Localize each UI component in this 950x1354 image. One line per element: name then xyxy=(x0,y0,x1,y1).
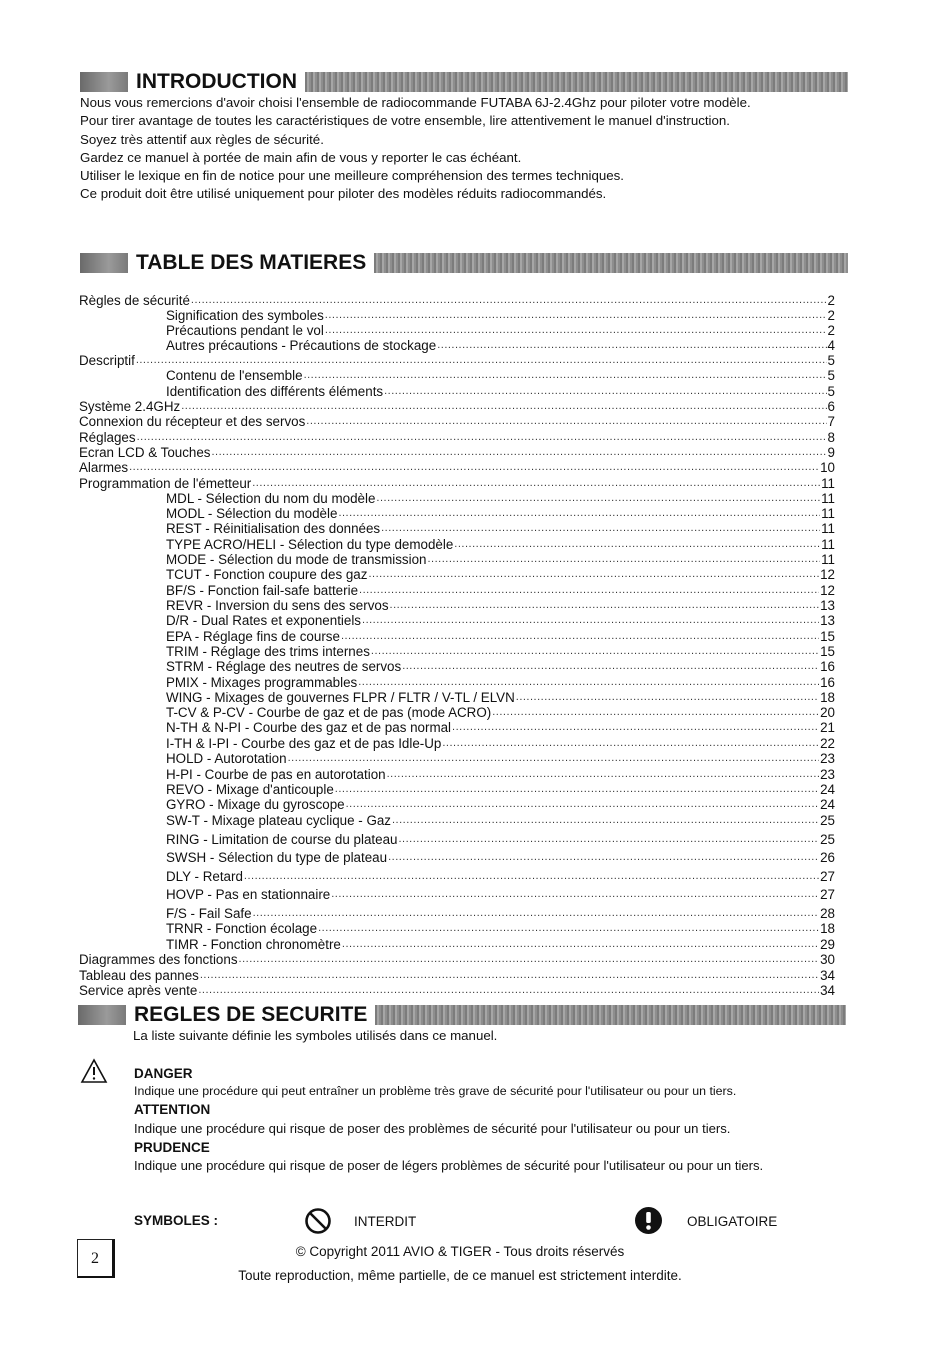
toc-leader-dots xyxy=(212,445,827,460)
intro-paragraph: Utiliser le lexique en fin de notice pour une meilleure compréhension des termes techniques. xyxy=(80,168,624,184)
toc-entry xyxy=(79,782,835,797)
toc-entry-page: 11 xyxy=(821,537,835,552)
danger-text: Indique une procédure qui peut entraîner un problème très grave de sécurité pour l'utilisateur ou pour un tiers. xyxy=(134,1084,737,1098)
toc-entry-page: 24 xyxy=(820,797,835,812)
header-left-bar xyxy=(80,72,128,92)
toc-entry-label: TRNR - Fonction écolage xyxy=(166,921,318,936)
toc-leader-dots xyxy=(392,813,819,828)
toc-entry xyxy=(79,850,835,865)
toc-entry xyxy=(79,644,835,659)
toc-entry-label: RING - Limitation de course du plateau xyxy=(166,832,398,847)
attention-text: Indique une procédure qui risque de poser des problèmes de sécurité pour l'utilisateur ou pour un tiers. xyxy=(134,1121,731,1136)
toc-leader-dots xyxy=(331,887,819,902)
toc-entry xyxy=(79,430,835,445)
toc-leader-dots xyxy=(341,629,819,644)
toc-entry-label: MDL - Sélection du nom du modèle xyxy=(166,491,376,506)
toc-leader-dots xyxy=(359,583,819,598)
toc-entry-page: 23 xyxy=(820,767,835,782)
toc-entry-page: 25 xyxy=(820,813,835,828)
introduction-title: INTRODUCTION xyxy=(136,70,297,93)
toc-entry-label: Système 2.4GHz xyxy=(79,399,181,414)
introduction-text xyxy=(80,94,850,204)
toc-entry-page: 18 xyxy=(820,690,835,705)
toc-entry-page: 26 xyxy=(820,850,835,865)
toc-entry xyxy=(79,887,835,902)
toc-leader-dots xyxy=(338,506,820,521)
attention-title: ATTENTION xyxy=(134,1102,211,1117)
toc-leader-dots xyxy=(402,659,819,674)
prohibited-icon xyxy=(304,1207,332,1235)
toc-entry-label: SWSH - Sélection du type de plateau xyxy=(166,850,388,865)
toc-entry-label: EPA - Réglage fins de course xyxy=(166,629,340,644)
toc-entry-label: H-PI - Courbe de pas en autorotation xyxy=(166,767,386,782)
toc-entry-page: 34 xyxy=(820,968,835,983)
toc-leader-dots xyxy=(362,613,819,628)
toc-entry xyxy=(79,414,835,429)
toc-entry-page: 16 xyxy=(820,675,835,690)
toc-entry-label: HOVP - Pas en stationnaire xyxy=(166,887,331,902)
toc-entry-label: Autres précautions - Précautions de stockage xyxy=(166,338,437,353)
introduction-header xyxy=(80,72,848,92)
intro-paragraph: Pour tirer avantage de toutes les caractéristiques de votre ensemble, lire attentivement le manuel d'instruction. xyxy=(80,113,730,129)
intro-paragraph: Gardez ce manuel à portée de main afin de vous y reporter le cas échéant. xyxy=(80,149,522,165)
toc-entry-label: TRIM - Réglage des trims internes xyxy=(166,644,370,659)
toc-leader-dots xyxy=(516,690,819,705)
toc-entry xyxy=(79,751,835,766)
toc-entry-label: TIMR - Fonction chronomètre xyxy=(166,937,341,952)
toc-leader-dots xyxy=(244,869,819,884)
toc-entry-page: 29 xyxy=(820,937,835,952)
toc-leader-dots xyxy=(239,952,820,967)
toc-leader-dots xyxy=(442,736,819,751)
toc-title: TABLE DES MATIERES xyxy=(136,251,367,274)
toc-entry-label: Règles de sécurité xyxy=(79,293,190,308)
toc-entry-page: 4 xyxy=(827,338,835,353)
toc-entry-page: 6 xyxy=(827,399,835,414)
toc-entry xyxy=(79,552,835,567)
toc-entry-label: I-TH & I-PI - Courbe des gaz et de pas Idle-Up xyxy=(166,736,442,751)
toc-entry-page: 27 xyxy=(820,869,835,884)
toc-entry xyxy=(79,968,835,983)
toc-entry xyxy=(79,293,835,308)
toc-entry-label: PMIX - Mixages programmables xyxy=(166,675,358,690)
toc-leader-dots xyxy=(358,675,819,690)
toc-entry-label: GYRO - Mixage du gyroscope xyxy=(166,797,345,812)
toc-entry xyxy=(79,598,835,613)
toc-entry-page: 11 xyxy=(821,476,835,491)
toc-entry-page: 5 xyxy=(827,384,835,399)
toc-entry xyxy=(79,506,835,521)
forbidden-label: INTERDIT xyxy=(354,1214,417,1229)
toc-entry xyxy=(79,353,835,368)
toc-entry-page: 22 xyxy=(820,736,835,751)
toc-entry-label: T-CV & P-CV - Courbe de gaz et de pas (mode ACRO) xyxy=(166,705,492,720)
intro-paragraph: Nous vous remercions d'avoir choisi l'ensemble de radiocommande FUTABA 6J-2.4Ghz pour piloter votre modèle. xyxy=(80,95,751,110)
toc-entry xyxy=(79,813,835,828)
toc-leader-dots xyxy=(191,293,827,308)
toc-entry-page: 16 xyxy=(820,659,835,674)
toc-leader-dots xyxy=(346,797,819,812)
toc-entry xyxy=(79,521,835,536)
toc-leader-dots xyxy=(304,368,827,383)
toc-entry xyxy=(79,384,835,399)
toc-leader-dots xyxy=(198,983,819,998)
toc-entry-label: Réglages xyxy=(79,430,136,445)
toc-entry-label: Programmation de l'émetteur xyxy=(79,476,252,491)
toc-entry xyxy=(79,323,835,338)
toc-entry-page: 12 xyxy=(820,583,835,598)
toc-entry-label: Diagrammes des fonctions xyxy=(79,952,238,967)
toc-entry-label: Contenu de l'ensemble xyxy=(166,368,303,383)
toc-leader-dots xyxy=(129,460,819,475)
toc-leader-dots xyxy=(387,767,820,782)
toc-entry-label: N-TH & N-PI - Courbe des gaz et de pas normal xyxy=(166,720,452,735)
toc-entry-page: 13 xyxy=(820,613,835,628)
toc-entry-label: HOLD - Autorotation xyxy=(166,751,287,766)
toc-entry-page: 2 xyxy=(827,323,835,338)
toc-entry xyxy=(79,567,835,582)
toc-entry xyxy=(79,460,835,475)
toc-entry-page: 28 xyxy=(820,906,835,921)
toc-entry xyxy=(79,308,835,323)
safety-intro: La liste suivante définie les symboles utilisés dans ce manuel. xyxy=(133,1028,498,1043)
toc-entry xyxy=(79,797,835,812)
toc-entry-label: Descriptif xyxy=(79,353,135,368)
toc-entry-label: TYPE ACRO/HELI - Sélection du type demodèle xyxy=(166,537,454,552)
toc-entry xyxy=(79,659,835,674)
toc-entry-label: SW-T - Mixage plateau cyclique - Gaz xyxy=(166,813,391,828)
toc-entry-page: 21 xyxy=(820,720,835,735)
toc-entry xyxy=(79,491,835,506)
toc-leader-dots xyxy=(368,567,819,582)
header-right-bar xyxy=(374,253,848,273)
toc-leader-dots xyxy=(288,751,820,766)
toc-header xyxy=(80,253,848,273)
toc-entry-label: Tableau des pannes xyxy=(79,968,199,983)
toc-leader-dots xyxy=(492,705,819,720)
toc-entry-page: 11 xyxy=(821,506,835,521)
toc-leader-dots xyxy=(181,399,826,414)
toc-entry xyxy=(79,583,835,598)
toc-leader-dots xyxy=(381,521,820,536)
toc-leader-dots xyxy=(335,782,819,797)
toc-entry-page: 7 xyxy=(827,414,835,429)
toc-entry-page: 2 xyxy=(827,293,835,308)
toc-entry-page: 11 xyxy=(821,552,835,567)
toc-entry-page: 25 xyxy=(820,832,835,847)
toc-entry-label: MODE - Sélection du mode de transmission xyxy=(166,552,427,567)
toc-entry-page: 24 xyxy=(820,782,835,797)
toc-leader-dots xyxy=(318,921,819,936)
toc-leader-dots xyxy=(384,384,826,399)
toc-entry-label: Connexion du récepteur et des servos xyxy=(79,414,306,429)
toc-entry xyxy=(79,869,835,884)
toc-entry-page: 5 xyxy=(827,368,835,383)
toc-entry xyxy=(79,613,835,628)
toc-entry xyxy=(79,983,835,998)
toc-entry-page: 20 xyxy=(820,705,835,720)
toc-leader-dots xyxy=(454,537,820,552)
toc-entry-page: 27 xyxy=(820,887,835,902)
prudence-title: PRUDENCE xyxy=(134,1140,210,1155)
toc-entry xyxy=(79,690,835,705)
header-left-bar xyxy=(78,1005,126,1025)
toc-entry-label: MODL - Sélection du modèle xyxy=(166,506,338,521)
toc-entry xyxy=(79,921,835,936)
toc-entry-label: Ecran LCD & Touches xyxy=(79,445,211,460)
toc-entry xyxy=(79,476,835,491)
header-right-bar xyxy=(305,72,848,92)
toc-leader-dots xyxy=(376,491,820,506)
toc-entry-label: REVO - Mixage d'anticouple xyxy=(166,782,334,797)
toc-entry-label: REST - Réinitialisation des données xyxy=(166,521,381,536)
toc-leader-dots xyxy=(427,552,820,567)
toc-entry-label: Service après vente xyxy=(79,983,198,998)
page-number: 2 xyxy=(91,1250,99,1267)
toc-entry-label: Identification des différents éléments xyxy=(166,384,384,399)
toc-leader-dots xyxy=(137,430,827,445)
reproduction-notice: Toute reproduction, même partielle, de ce manuel est strictement interdite. xyxy=(238,1268,682,1283)
toc-entry-label: Signification des symboles xyxy=(166,308,324,323)
toc-leader-dots xyxy=(452,720,819,735)
toc-entry-label: WING - Mixages de gouvernes FLPR / FLTR / V-TL / ELVN xyxy=(166,690,515,705)
toc-entry-page: 30 xyxy=(820,952,835,967)
toc-leader-dots xyxy=(342,937,819,952)
toc-entry-label: DLY - Retard xyxy=(166,869,243,884)
toc-leader-dots xyxy=(371,644,819,659)
toc-entry xyxy=(79,399,835,414)
toc-entry-page: 11 xyxy=(821,521,835,536)
toc-leader-dots xyxy=(325,323,827,338)
toc-entry-label: TCUT - Fonction coupure des gaz xyxy=(166,567,368,582)
toc-leader-dots xyxy=(437,338,826,353)
toc-entry xyxy=(79,767,835,782)
toc-entry-page: 12 xyxy=(820,567,835,582)
warning-triangle-icon xyxy=(80,1058,108,1084)
toc-entry xyxy=(79,675,835,690)
toc-entry xyxy=(79,445,835,460)
toc-entry xyxy=(79,832,835,847)
prudence-text: Indique une procédure qui risque de poser de légers problèmes de sécurité pour l'utilisateur ou pour un tiers. xyxy=(134,1158,764,1173)
mandatory-exclamation-icon xyxy=(634,1206,663,1235)
header-left-bar xyxy=(80,253,128,273)
toc-leader-dots xyxy=(253,906,820,921)
safety-header xyxy=(78,1005,846,1025)
intro-paragraph: Ce produit doit être utilisé uniquement pour piloter des modèles réduits radiocommandés. xyxy=(80,186,607,202)
toc-leader-dots xyxy=(200,968,819,983)
toc-leader-dots xyxy=(325,308,827,323)
toc-entry xyxy=(79,952,835,967)
toc-entry-label: BF/S - Fonction fail-safe batterie xyxy=(166,583,359,598)
toc-entry-page: 5 xyxy=(827,353,835,368)
toc-entry-page: 23 xyxy=(820,751,835,766)
toc-entry-page: 2 xyxy=(827,308,835,323)
toc-entry-page: 8 xyxy=(827,430,835,445)
toc-leader-dots xyxy=(252,476,820,491)
toc-entry-page: 9 xyxy=(827,445,835,460)
symbols-label: SYMBOLES : xyxy=(134,1213,219,1228)
mandatory-label: OBLIGATOIRE xyxy=(687,1214,778,1229)
toc-entry-page: 15 xyxy=(820,629,835,644)
toc-entry-label: REVR - Inversion du sens des servos xyxy=(166,598,389,613)
safety-title: REGLES DE SECURITE xyxy=(134,1003,368,1026)
toc-entry-label: Alarmes xyxy=(79,460,129,475)
toc-entry xyxy=(79,906,835,921)
intro-paragraph: Soyez très attentif aux règles de sécurité. xyxy=(80,131,324,147)
toc-entry xyxy=(79,629,835,644)
toc-entry-label: F/S - Fail Safe xyxy=(166,906,252,921)
toc-entry-label: Précautions pendant le vol xyxy=(166,323,324,338)
toc-entry-page: 18 xyxy=(820,921,835,936)
toc-leader-dots xyxy=(306,414,826,429)
toc-leader-dots xyxy=(390,598,820,613)
toc-leader-dots xyxy=(388,850,819,865)
toc-entry xyxy=(79,937,835,952)
header-right-bar xyxy=(375,1005,846,1025)
toc-entry-label: STRM - Réglage des neutres de servos xyxy=(166,659,402,674)
toc-entry-page: 11 xyxy=(821,491,835,506)
toc-leader-dots xyxy=(136,353,827,368)
toc-entry xyxy=(79,705,835,720)
toc-entry-label: D/R - Dual Rates et exponentiels xyxy=(166,613,362,628)
toc-entry xyxy=(79,537,835,552)
toc-entry xyxy=(79,368,835,383)
toc-entry-page: 15 xyxy=(820,644,835,659)
toc-entry-page: 34 xyxy=(820,983,835,998)
toc-entry xyxy=(79,736,835,751)
toc-entry-page: 10 xyxy=(820,460,835,475)
toc-leader-dots xyxy=(398,832,819,847)
toc-entry xyxy=(79,720,835,735)
toc-entry-page: 13 xyxy=(820,598,835,613)
danger-title: DANGER xyxy=(134,1066,193,1081)
copyright-line: © Copyright 2011 AVIO & TIGER - Tous droits réservés xyxy=(295,1244,625,1259)
toc-entry xyxy=(79,338,835,353)
